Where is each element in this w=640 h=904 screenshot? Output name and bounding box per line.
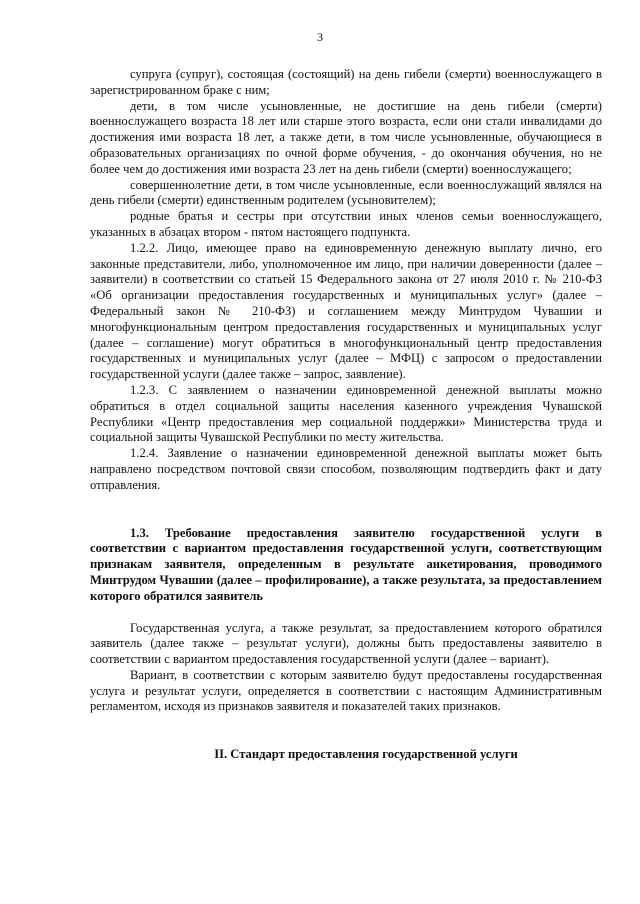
paragraph-variant: Вариант, в соответствии с которым заявителю будут предоставлены государственная услуга и результат услуги, определяется в соответствии с настоящим Административным регламентом, исходя из признаков заявителя и показателей таких признаков. xyxy=(90,667,602,714)
spacer xyxy=(90,605,602,621)
spacer xyxy=(90,715,602,747)
paragraph-1-2-4: 1.2.4. Заявление о назначении единовременной денежной выплаты может быть направлено посредством почтовой связи способом, позволяющим подтвердить факт и дату отправления. xyxy=(90,446,602,492)
paragraph-children: дети, в том числе усыновленные, не достигшие на день гибели (смерти) военнослужащего возраста 18 лет или старше этого возраста, если они стали инвалидами до достижения ими возраста 18 лет, а также дети, в том числе усыновленные, обучающиеся в образовательных организациях по очной форме обучения, - до окончания обучения, но не более чем до достижения ими возраста 23 лет на день гибели (смерти) военнослужащего; xyxy=(90,98,602,176)
paragraph-spouse: супруга (супруг), состоящая (состоящий) на день гибели (смерти) военнослужащего в зарегистрированном браке с ним; xyxy=(90,67,602,97)
paragraph-siblings: родные братья и сестры при отсутствии иных членов семьи военнослужащего, указанных в абзацах втором - пятом настоящего подпункта. xyxy=(90,209,602,239)
paragraph-adult-children: совершеннолетние дети, в том числе усыновленные, если военнослужащий являлся на день гибели (смерти) единственным родителем (усыновителем); xyxy=(90,177,602,208)
section-heading-1-3: 1.3. Требование предоставления заявителю государственной услуги в соответствии с вариантом предоставления государственной услуги, соответствующим признакам заявителя, определенным в результате анкетирования, проводимого Минтрудом Чувашии (далее – профилирование), а также результата, за предоставлением которого обратился заявитель xyxy=(90,525,602,603)
chapter-title: II. Стандарт предоставления государственной услуги xyxy=(214,747,518,762)
paragraph-service-result: Государственная услуга, а также результат, за предоставлением которого обратился заявитель (далее также – результат услуги), должны быть предоставлены заявителю в соответствии с вариантом предоставления государственной услуги (далее – вариант). xyxy=(90,620,602,667)
document-body xyxy=(90,67,602,763)
paragraph-1-2-3: 1.2.3. С заявлением о назначении единовременной денежной выплаты можно обратиться в отдел социальной защиты населения казенного учреждения Чувашской Республики «Центр предоставления мер социальной поддержки» Министерства труда и социальной защиты Чувашской Республики по месту жительства. xyxy=(90,382,602,445)
spacer xyxy=(90,494,602,510)
paragraph-1-2-2: 1.2.2. Лицо, имеющее право на единовременную денежную выплату лично, его законные представители, либо, уполномоченное им лицо, при наличии доверенности (далее – заявители) в соответствии со статьей 15 Федерального закона от 27 июля 2010 г. № 210-ФЗ «Об организации предоставления государственных и муниципальных услуг» (далее – Федеральный закон № 210-ФЗ) и соглашением между Минтрудом Чувашии и многофункциональным центром предоставления государственных и муниципальных услуг (далее – соглашение) могут обратиться в многофункциональный центр предоставления государственных и муниципальных услуг (далее – МФЦ) с запросом о предоставлении государственной услуги (далее также – запрос, заявление). xyxy=(90,240,602,382)
page-number: 3 xyxy=(317,30,323,44)
